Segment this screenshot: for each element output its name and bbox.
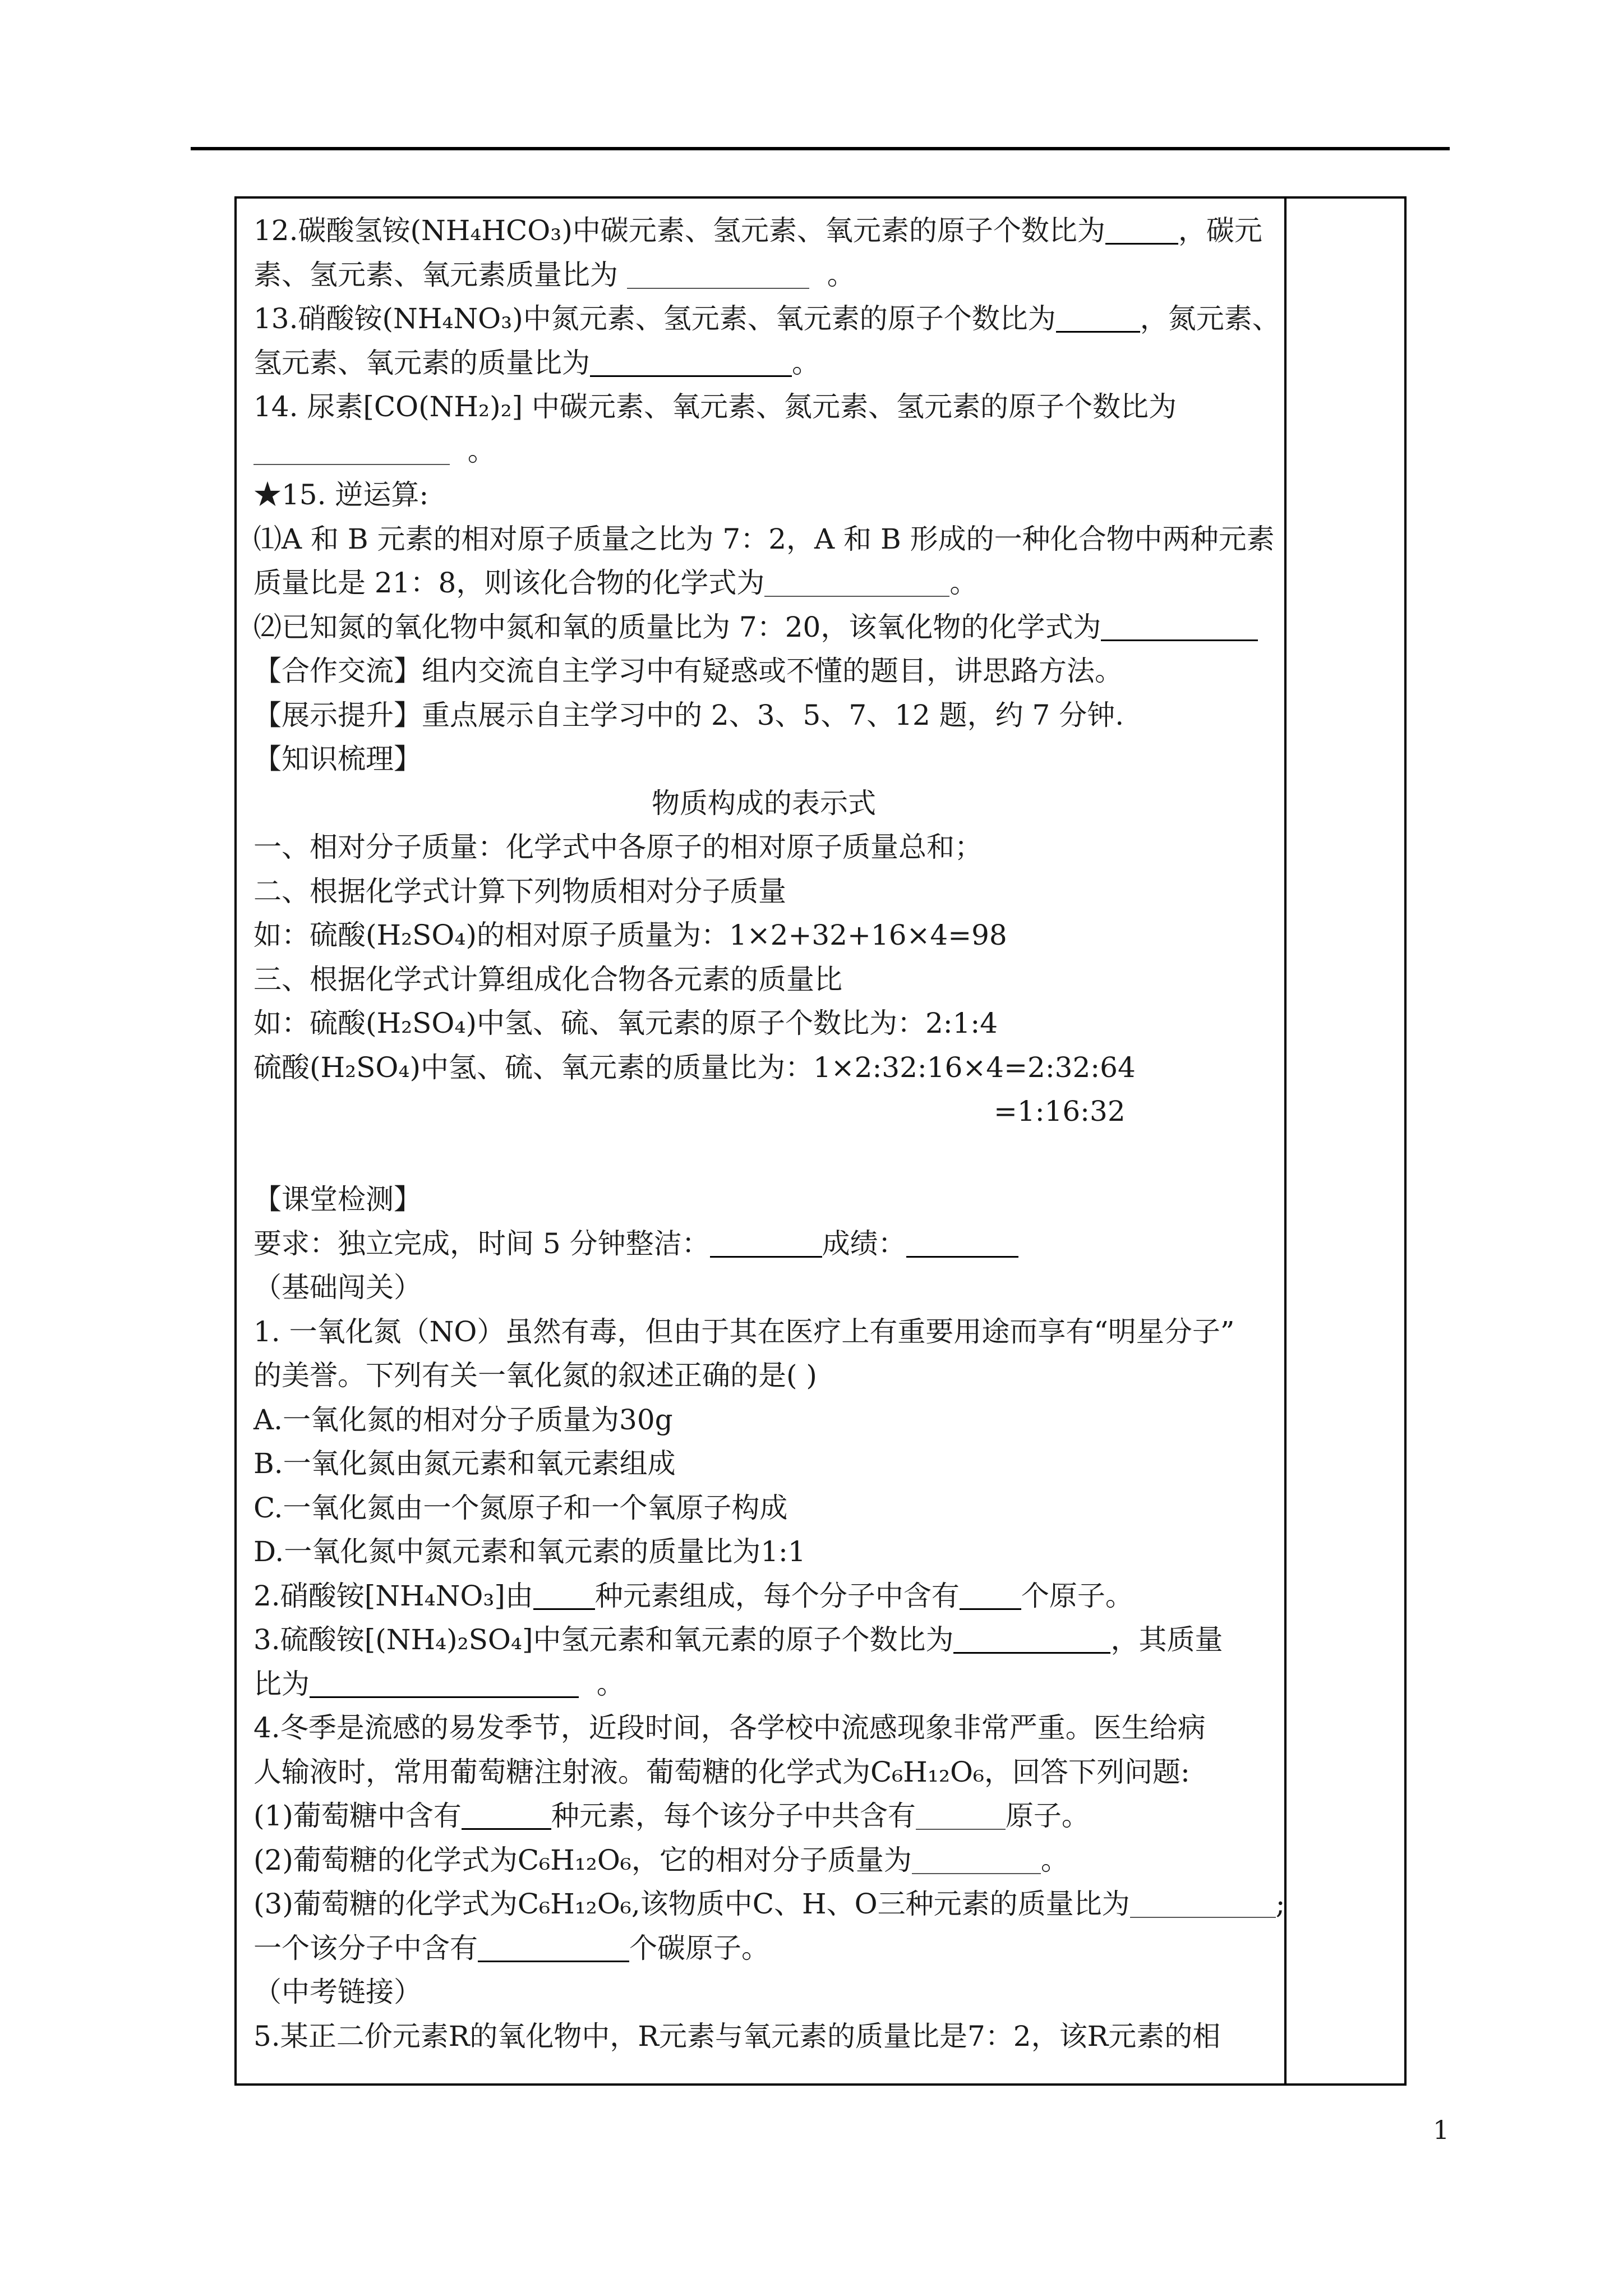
q13-line2 bbox=[253, 341, 1274, 385]
q2-text-b: 种元素组成，每个分子中含有 bbox=[594, 1579, 960, 1612]
q15-p1-text: 质量比是 21：8，则该化合物的化学式为 bbox=[253, 567, 765, 599]
q15-title: ★15. 逆运算: bbox=[253, 478, 429, 511]
q13-text-end: ，氮元素、 bbox=[1140, 302, 1280, 335]
q5-line1: 5.某正二价元素R的氧化物中，R元素与氧元素的质量比是7：2，该R元素的相 bbox=[253, 2019, 1221, 2053]
test-req-text: 要求：独立完成，时间 5 分钟整洁： bbox=[253, 1227, 710, 1260]
q4-1-blank-elements[interactable] bbox=[462, 1801, 551, 1830]
q4-4-blank[interactable] bbox=[478, 1934, 629, 1962]
q12-text-end: ，碳元 bbox=[1178, 214, 1262, 247]
q4-part4 bbox=[253, 1926, 1274, 1971]
test-tag: 【课堂检测】 bbox=[253, 1183, 422, 1216]
q1-option-b[interactable]: B.一氧化氮由氮元素和氧元素组成 bbox=[253, 1447, 676, 1480]
q4-1-text-b: 种元素，每个该分子中共含有 bbox=[551, 1800, 916, 1832]
q4-part3 bbox=[253, 1882, 1285, 1926]
right-column-divider bbox=[1284, 199, 1287, 2083]
q1-option-c[interactable]: C.一氧化氮由一个氮原子和一个氧原子构成 bbox=[253, 1491, 788, 1524]
q15-p1-line1: ⑴A 和 B 元素的相对原子质量之比为 7：2，A 和 B 形成的一种化合物中两种元素 bbox=[253, 522, 1275, 555]
q13-text2-end: 。 bbox=[792, 346, 820, 379]
q12-line1 bbox=[253, 209, 1274, 253]
q4-4-text-b: 个碳原子。 bbox=[629, 1931, 769, 1964]
knowledge-tag: 【知识梳理】 bbox=[253, 743, 422, 775]
q14-text-end: 。 bbox=[467, 434, 496, 467]
q4-1-text-a: (1)葡萄糖中含有 bbox=[253, 1800, 462, 1832]
q15-p1-blank[interactable] bbox=[764, 569, 949, 597]
q4-line1: 4.冬季是流感的易发季节，近段时间，各学校中流感现象非常严重。医生给病 bbox=[253, 1711, 1206, 1744]
knowledge-heading: 物质构成的表示式 bbox=[652, 786, 876, 820]
q3-text-a: 3.硫酸铵[(NH₄)₂SO₄]中氢元素和氧元素的原子个数比为 bbox=[253, 1623, 954, 1656]
present-tag: 【展示提升】 bbox=[253, 698, 422, 731]
q1-option-a[interactable]: A.一氧化氮的相对分子质量为30g bbox=[253, 1403, 673, 1436]
q4-2-text-a: (2)葡萄糖的化学式为C₆H₁₂O₆，它的相对分子质量为 bbox=[253, 1843, 912, 1876]
worksheet-content bbox=[253, 209, 1285, 2058]
q1-line1: 1. 一氧化氮（NO）虽然有毒，但由于其在医疗上有重要用途而享有“明星分子” bbox=[253, 1315, 1235, 1348]
basic-section: （基础闯关） bbox=[253, 1271, 422, 1304]
q3-text-c: 比为 bbox=[253, 1667, 310, 1700]
q3-blank-mass[interactable] bbox=[310, 1669, 579, 1698]
q4-4-text-a: 一个该分子中含有 bbox=[253, 1931, 478, 1964]
neatness-blank[interactable] bbox=[710, 1229, 822, 1258]
q15-p2-line1 bbox=[253, 605, 1274, 650]
knowledge-l6: 硫酸(H₂SO₄)中氢、硫、氧元素的质量比为：1×2:32:16×4=2:32:64 bbox=[253, 1051, 1136, 1084]
q4-2-text-b: 。 bbox=[1040, 1843, 1069, 1876]
q4-1-text-c: 原子。 bbox=[1005, 1800, 1090, 1832]
q2-blank-atoms[interactable] bbox=[960, 1581, 1021, 1610]
q1-option-d[interactable]: D.一氧化氮中氮元素和氧元素的质量比为1:1 bbox=[253, 1535, 806, 1568]
knowledge-l1: 一、相对分子质量：化学式中各原子的相对原子质量总和； bbox=[253, 831, 983, 863]
q2-text-c: 个原子。 bbox=[1021, 1579, 1133, 1612]
cooperate-text: 组内交流自主学习中有疑惑或不懂的题目，讲思路方法。 bbox=[422, 655, 1123, 687]
q4-3-text-b: ; bbox=[1275, 1888, 1285, 1920]
q15-p1-line2 bbox=[253, 561, 1274, 605]
score-blank[interactable] bbox=[906, 1229, 1018, 1258]
q12-text2-end: 。 bbox=[827, 258, 855, 291]
q15-p2-blank[interactable] bbox=[1101, 613, 1258, 641]
test-requirements bbox=[253, 1222, 1274, 1266]
q4-1-blank-atoms[interactable] bbox=[916, 1802, 1006, 1830]
q13-blank-ratio[interactable] bbox=[1056, 304, 1140, 333]
knowledge-l7: =1:16:32 bbox=[994, 1095, 1126, 1128]
q2-text-a: 2.硝酸铵[NH₄NO₃]由 bbox=[253, 1579, 533, 1612]
present-text: 重点展示自主学习中的 2、3、5、7、12 题，约 7 分钟. bbox=[422, 698, 1124, 731]
q4-part2 bbox=[253, 1838, 1274, 1883]
q14-blank[interactable] bbox=[253, 437, 450, 465]
q3-text-b: ，其质量 bbox=[1110, 1623, 1223, 1656]
score-label: 成绩： bbox=[822, 1227, 906, 1260]
q2-blank-elements[interactable] bbox=[533, 1581, 595, 1610]
cooperate-tag: 【合作交流】 bbox=[253, 655, 422, 687]
q14-text: 14. 尿素[CO(NH₂)₂] 中碳元素、氧元素、氮元素、氢元素的原子个数比为 bbox=[253, 390, 1177, 423]
q3-line1 bbox=[253, 1618, 1274, 1662]
knowledge-l4: 三、根据化学式计算组成化合物各元素的质量比 bbox=[253, 963, 842, 996]
q12-text: 12.碳酸氢铵(NH₄HCO₃)中碳元素、氢元素、氧元素的原子个数比为 bbox=[253, 214, 1105, 247]
spacer bbox=[253, 1134, 1274, 1178]
q12-blank-ratio[interactable] bbox=[1105, 216, 1178, 245]
q4-3-text-a: (3)葡萄糖的化学式为C₆H₁₂O₆,该物质中C、H、O三种元素的质量比为 bbox=[253, 1888, 1130, 1920]
q4-line2: 人输液时，常用葡萄糖注射液。葡萄糖的化学式为C₆H₁₂O₆，回答下列问题: bbox=[253, 1755, 1190, 1788]
q13-blank-mass[interactable] bbox=[590, 348, 792, 377]
q3-line2 bbox=[253, 1662, 1274, 1706]
header-rule bbox=[191, 147, 1450, 150]
q14-line1 bbox=[253, 385, 1274, 429]
present-line bbox=[253, 693, 1274, 738]
q12-text2: 素、氢元素、氧元素质量比为 bbox=[253, 258, 618, 291]
q13-line1 bbox=[253, 297, 1280, 341]
page-number: 1 bbox=[1433, 2115, 1450, 2145]
q1-line2: 的美誉。下列有关一氧化氮的叙述正确的是( ) bbox=[253, 1359, 817, 1392]
knowledge-l5: 如：硫酸(H₂SO₄)中氢、硫、氧元素的原子个数比为：2:1:4 bbox=[253, 1007, 998, 1039]
q4-3-blank[interactable] bbox=[1130, 1890, 1276, 1918]
q2-line bbox=[253, 1574, 1274, 1618]
worksheet-table bbox=[234, 196, 1407, 2086]
knowledge-l2: 二、根据化学式计算下列物质相对分子质量 bbox=[253, 875, 786, 908]
q3-blank-ratio[interactable] bbox=[953, 1625, 1110, 1654]
q4-part1 bbox=[253, 1794, 1274, 1838]
q15-p2-text: ⑵已知氮的氧化物中氮和氧的质量比为 7：20，该氧化物的化学式为 bbox=[253, 610, 1101, 643]
q13-text: 13.硝酸铵(NH₄NO₃)中氮元素、氢元素、氧元素的原子个数比为 bbox=[253, 302, 1056, 335]
cooperate-line bbox=[253, 649, 1274, 693]
q13-text2: 氢元素、氧元素的质量比为 bbox=[253, 346, 590, 379]
q12-line2 bbox=[253, 253, 1274, 297]
q3-text-d: 。 bbox=[596, 1667, 625, 1700]
q15-p1-end: 。 bbox=[949, 567, 978, 599]
q12-blank-mass[interactable] bbox=[627, 261, 809, 289]
q4-2-blank[interactable] bbox=[912, 1846, 1041, 1874]
knowledge-l3: 如：硫酸(H₂SO₄)的相对原子质量为：1×2+32+16×4=98 bbox=[253, 919, 1007, 951]
q14-line2 bbox=[253, 429, 1274, 473]
zhongkao-section: （中考链接） bbox=[253, 1976, 422, 2008]
